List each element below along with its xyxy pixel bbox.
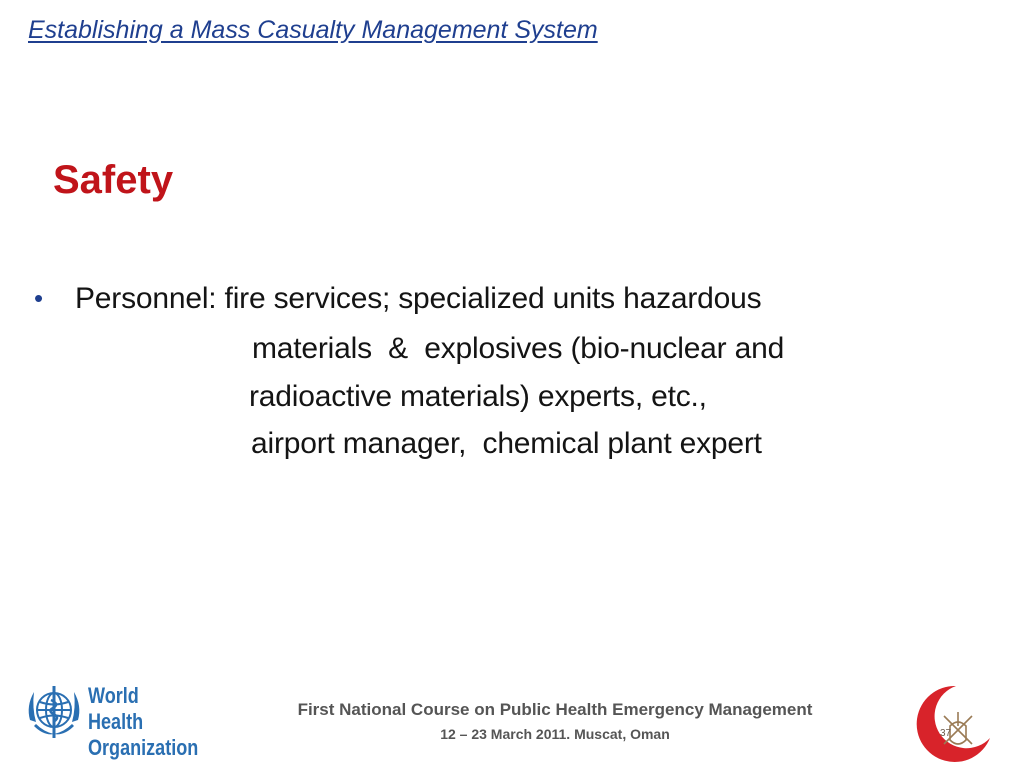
bullet-line-4: airport manager, chemical plant expert	[251, 427, 762, 460]
bullet-line-2: materials & explosives (bio-nuclear and	[252, 332, 785, 365]
who-logo-line2: Organization	[88, 735, 199, 760]
who-logo-text	[88, 683, 198, 761]
slide-title: Safety	[53, 158, 174, 202]
footer-dates: 12 – 23 March 2011. Muscat, Oman	[440, 726, 670, 742]
bullet-line-1: Personnel: fire services; specialized units hazardous	[75, 282, 762, 315]
who-logo-line1: World Health	[88, 683, 144, 734]
page-number: 37	[940, 728, 952, 739]
header-title: Establishing a Mass Casualty Management System	[28, 16, 598, 44]
red-crescent-emblem-icon	[910, 682, 994, 766]
footer-course: First National Course on Public Health Emergency Management	[297, 700, 813, 719]
bullet-dot: •	[34, 283, 44, 313]
bullet-line-3: radioactive materials) experts, etc.,	[249, 380, 707, 413]
